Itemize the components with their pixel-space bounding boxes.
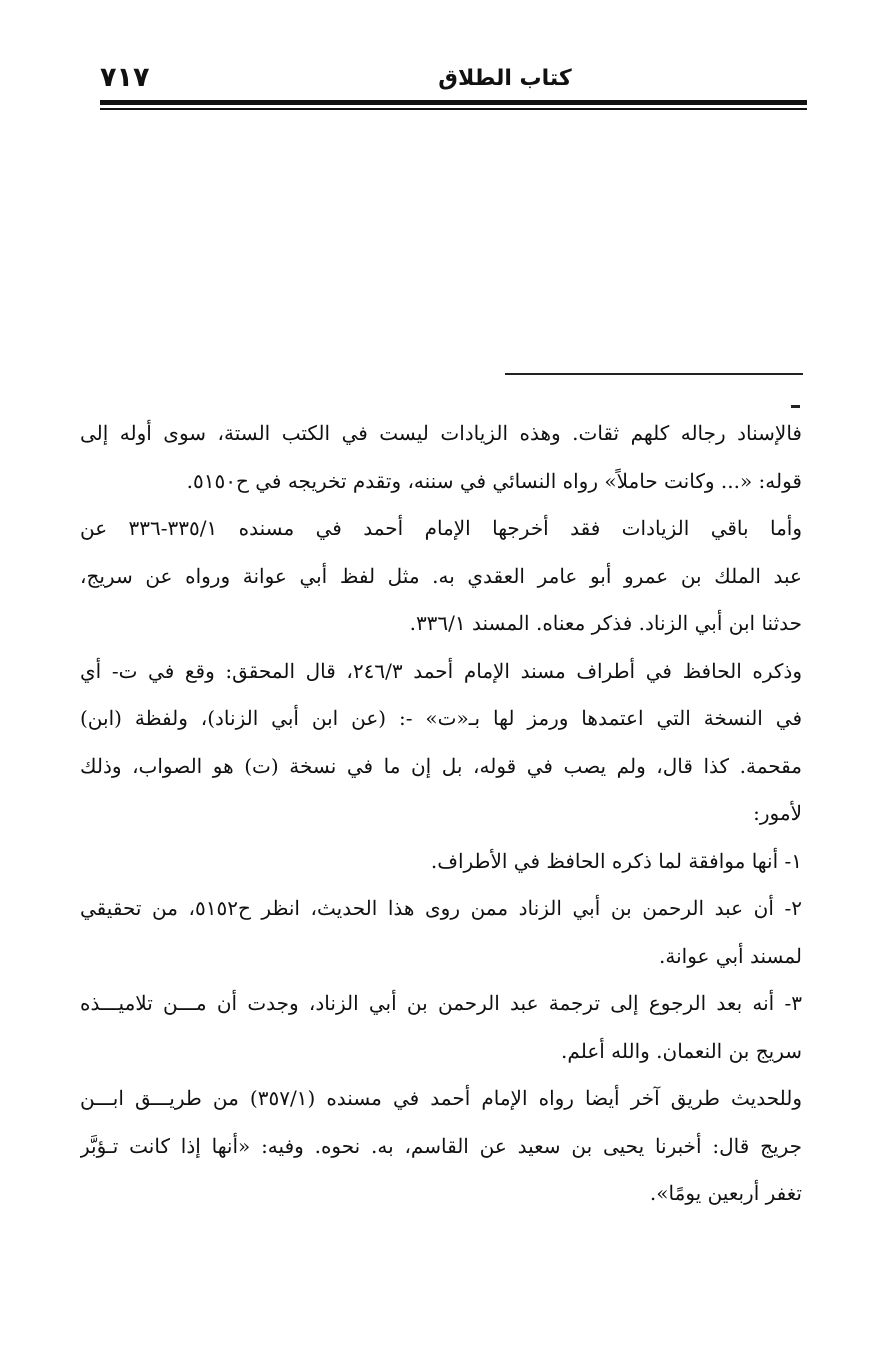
margin-mark — [791, 405, 800, 408]
text-line: جريج قال: أخبرنا يحيى بن سعيد عن القاسم، به. نحوه. وفيه: «أنها إذا كانت تـؤبَّر — [80, 1133, 802, 1158]
text-line: ٢- أن عبد الرحمن بن أبي الزناد ممن روى هذا الحديث، انظر ح٥١٥٢، من تحقيقي — [80, 896, 802, 920]
header-rule-thin — [100, 108, 807, 110]
text-line: ١- أنها موافقة لما ذكره الحافظ في الأطراف. — [430, 848, 802, 873]
text-line: في النسخة التي اعتمدها ورمز لها بـ«ت» -: (عن ابن أبي الزناد)، ولفظة (ابن) — [80, 706, 802, 730]
text-line: وذكره الحافظ في أطراف مسند الإمام أحمد ٢٤٦/٣، قال المحقق: وقع في ت- أي — [80, 658, 802, 683]
page-number: ٧١٧ — [100, 62, 150, 93]
text-line: فالإسناد رجاله كلهم ثقات. وهذه الزيادات ليست في الكتب الستة، سوى أوله إلى — [80, 421, 802, 445]
text-line: حدثنا ابن أبي الزناد. فذكر معناه. المسند ٣٣٦/١. — [409, 611, 802, 635]
running-title: كتاب الطلاق — [438, 66, 572, 91]
text-line: وأما باقي الزيادات فقد أخرجها الإمام أحمد في مسنده ٣٣٥/١-٣٣٦ عن — [80, 516, 802, 540]
page-header — [100, 60, 807, 100]
text-line: ٣- أنه بعد الرجوع إلى ترجمة عبد الرحمن بن أبي الزناد، وجدت أن مـــن تلاميـــذه — [80, 991, 802, 1015]
text-line: تغفر أربعين يومًا». — [649, 1181, 802, 1205]
text-line: سريج بن النعمان. والله أعلم. — [561, 1038, 802, 1063]
footnote-divider — [505, 373, 803, 375]
text-line: مقحمة. كذا قال، ولم يصب في قوله، بل إن ما في نسخة (ت) هو الصواب، وذلك — [80, 753, 802, 778]
text-line: وللحديث طريق آخر أيضا رواه الإمام أحمد في مسنده (٣٥٧/١) من طريـــق ابـــن — [80, 1086, 802, 1110]
footnote-text — [80, 413, 802, 1221]
header-rule-thick — [100, 100, 807, 105]
text-line: لأمور: — [753, 801, 802, 825]
text-line: عبد الملك بن عمرو أبو عامر العقدي به. مثل لفظ أبي عوانة ورواه عن سريج، — [80, 563, 802, 588]
text-line: قوله: «... وكانت حاملاً» رواه النسائي في سننه، وتقدم تخريجه في ح٥١٥٠. — [186, 468, 802, 493]
text-line: لمسند أبي عوانة. — [658, 943, 802, 968]
